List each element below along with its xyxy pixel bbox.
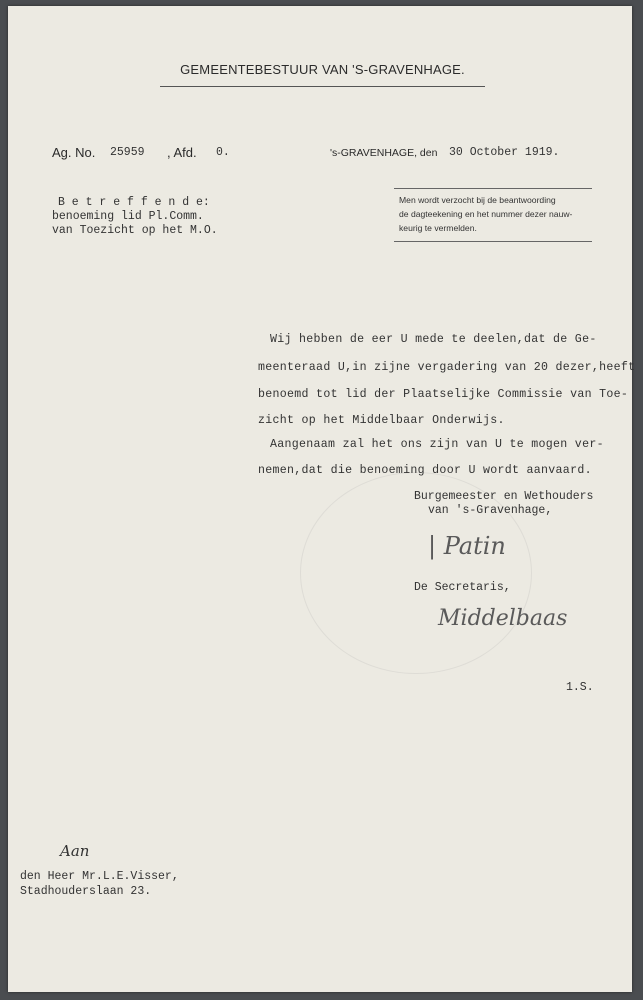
- recipient-name: den Heer Mr.L.E.Visser,: [20, 870, 179, 883]
- afd-label: , Afd.: [167, 145, 197, 160]
- recipient-address: Stadhouderslaan 23.: [20, 885, 152, 898]
- letter-date: 30 October 1919.: [449, 146, 560, 159]
- recipient-aan: Aan: [60, 842, 90, 860]
- subject-line: van Toezicht op het M.O.: [52, 224, 218, 237]
- body-line: benoemd tot lid der Plaatselijke Commissie van Toe-: [258, 388, 629, 401]
- afd-value: 0.: [216, 146, 230, 159]
- body-line: nemen,dat die benoeming door U wordt aanvaard.: [258, 464, 592, 477]
- letterhead-title: GEMEENTEBESTUUR VAN 'S-GRAVENHAGE.: [180, 62, 465, 77]
- subject-line: benoeming lid Pl.Comm.: [52, 210, 204, 223]
- footer-code: 1.S.: [566, 681, 594, 694]
- place-label: 's-GRAVENHAGE, den: [330, 147, 438, 159]
- closing-line: Burgemeester en Wethouders: [414, 490, 594, 503]
- letterhead-divider: [160, 86, 485, 87]
- signature-secretaris: Middelbaas: [438, 606, 568, 631]
- ag-label: Ag. No.: [52, 145, 96, 160]
- secretary-label: De Secretaris,: [414, 581, 511, 594]
- ag-number: 25959: [110, 146, 145, 159]
- signature-burgemeester: | Patin: [428, 532, 506, 560]
- reply-notice-box: [394, 188, 592, 242]
- body-line: Wij hebben de eer U mede te deelen,dat de Ge-: [270, 333, 597, 346]
- body-line: meenteraad U,in zijne vergadering van 20 dezer,heeft: [258, 361, 636, 374]
- body-line: Aangenaam zal het ons zijn van U te mogen ver-: [270, 438, 604, 451]
- notice-line: keurig te vermelden.: [399, 223, 477, 233]
- closing-line: van 's-Gravenhage,: [428, 504, 553, 517]
- notice-line: de dagteekening en het nummer dezer nauw-: [399, 209, 573, 219]
- subject-heading: B e t r e f f e n d e:: [58, 196, 210, 209]
- body-line: zicht op het Middelbaar Onderwijs.: [258, 414, 505, 427]
- notice-line: Men wordt verzocht bij de beantwoording: [399, 195, 556, 205]
